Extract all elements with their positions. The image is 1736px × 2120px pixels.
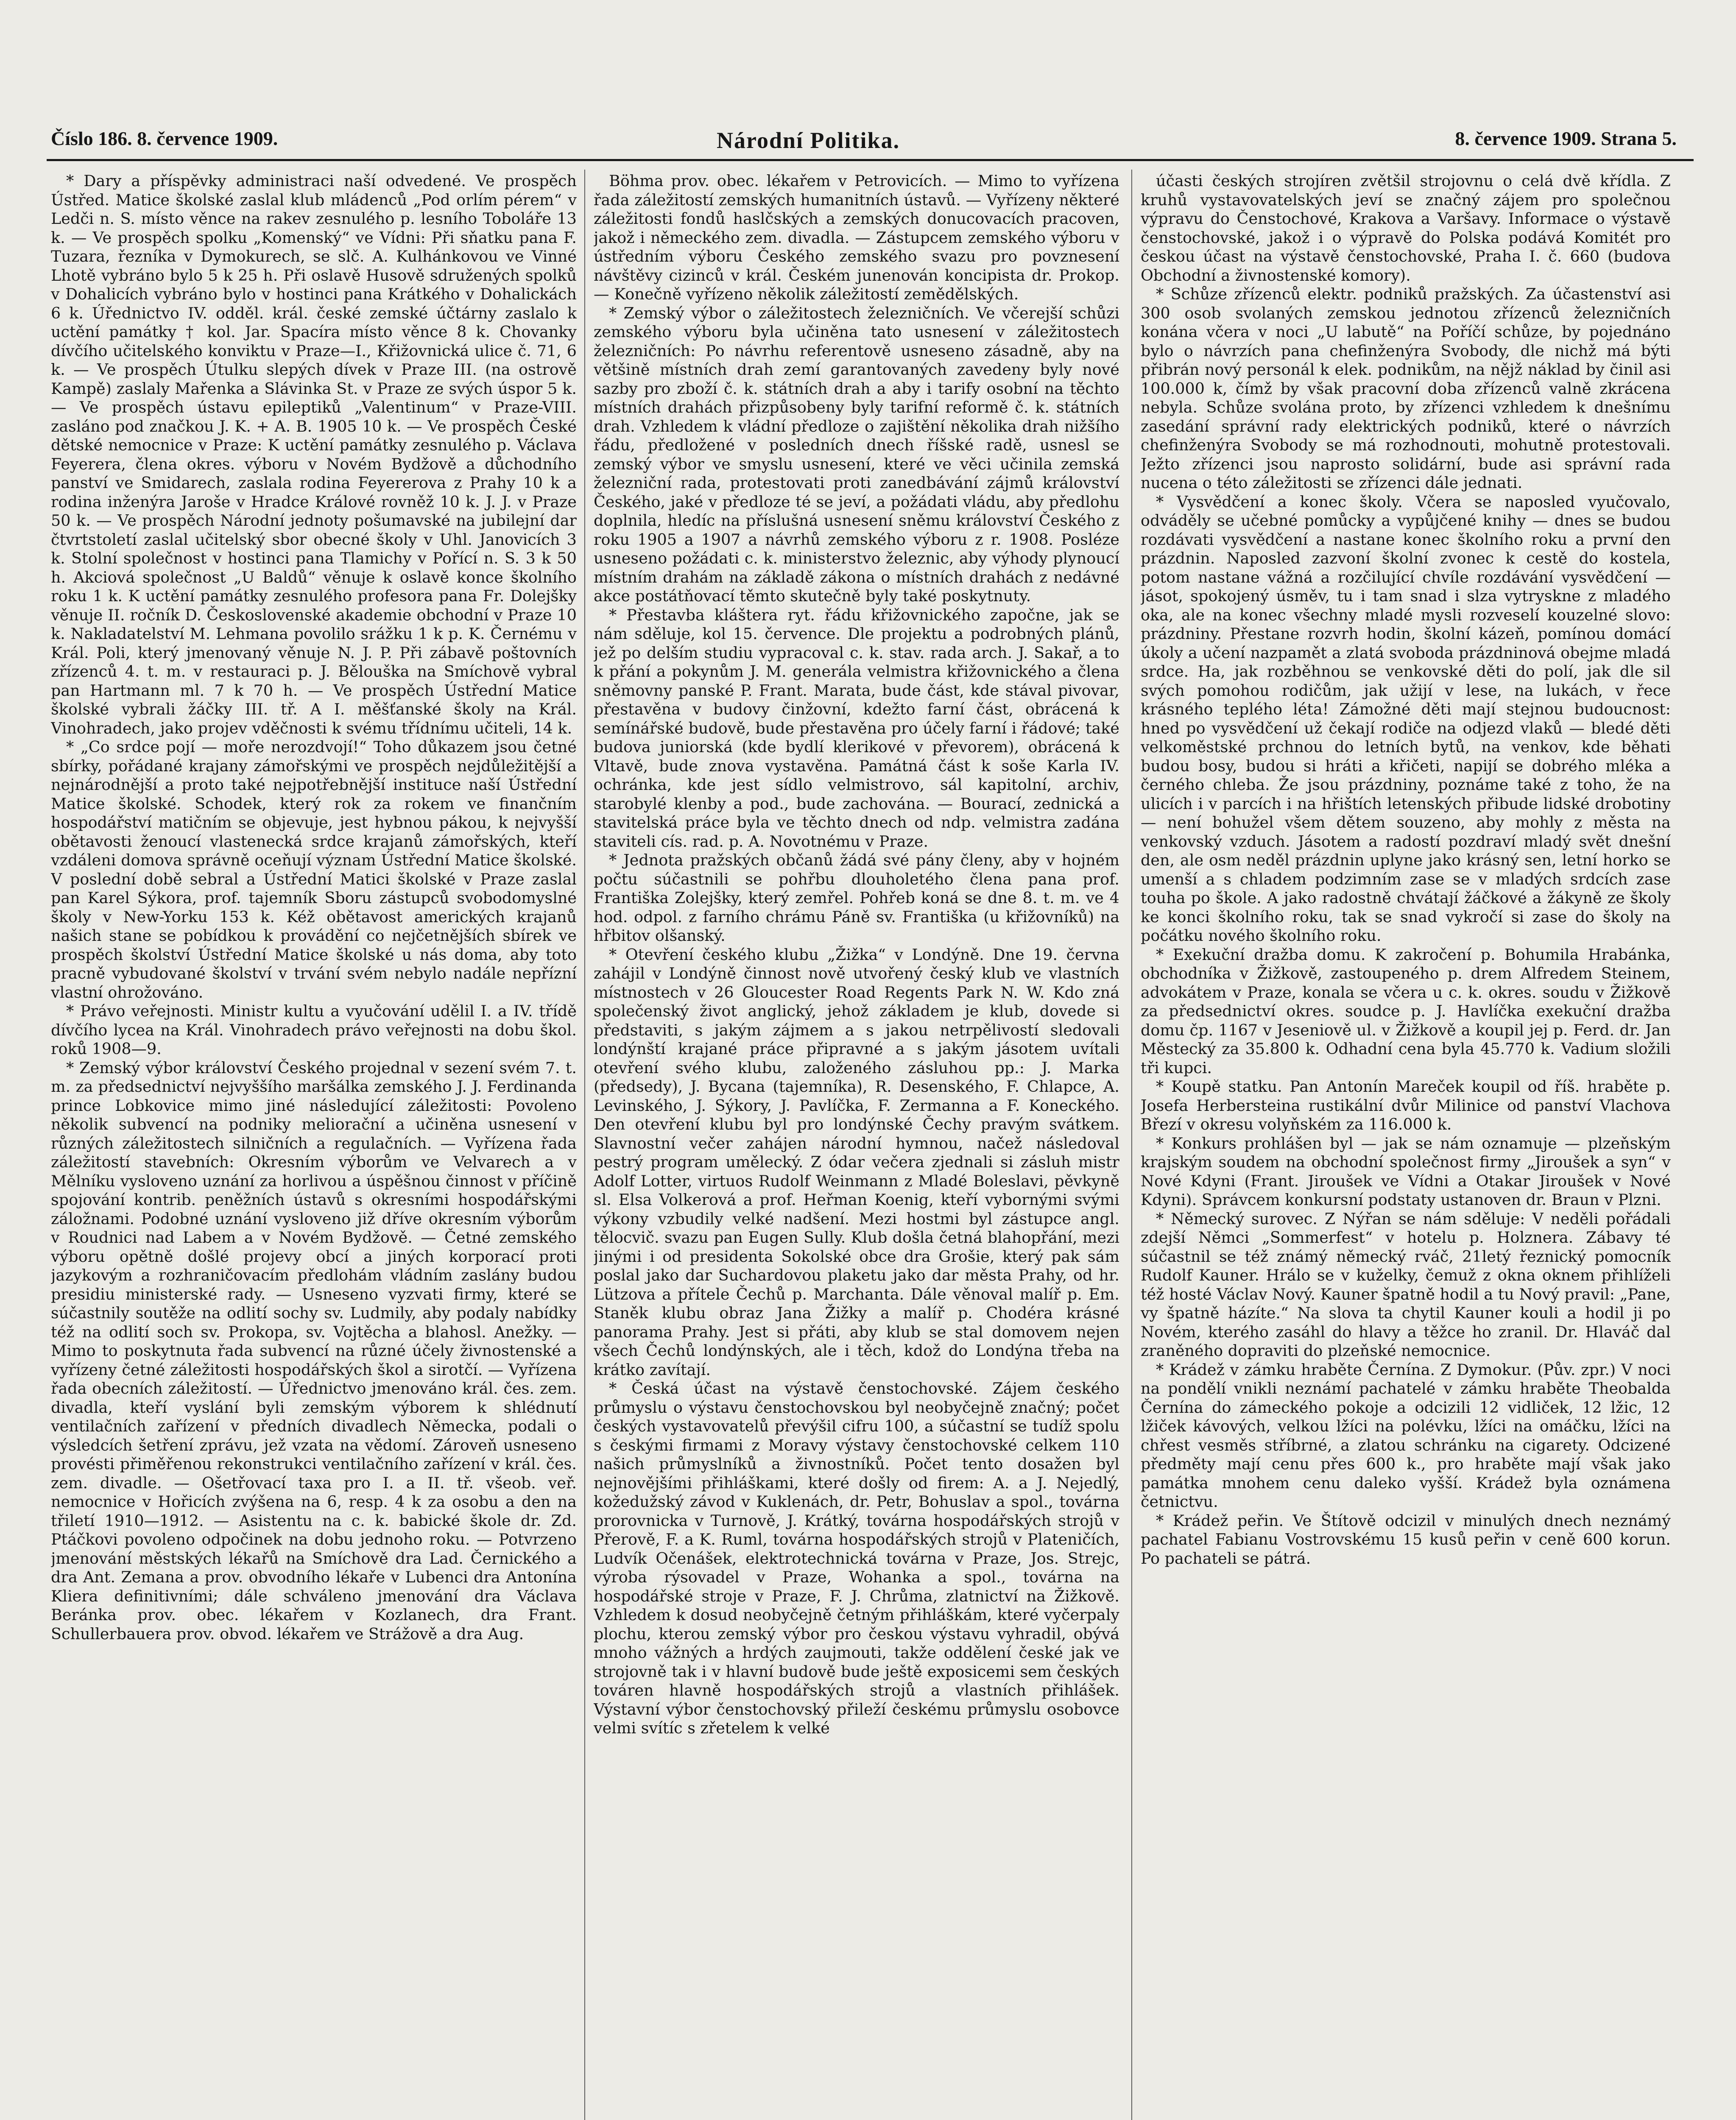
article-paragraph: * Zemský výbor o záležitostech železničních. Ve včerejší schůzi zemského výboru byla učiněna tato usnesení v záležitostech železničních: Po návrhu referentově usneseno zásadně, aby na většině místních drah zemí garantovaných zavedeny byly nové sazby pro zboží č. k. státních drah a aby i tarify osobní na těchto místních drahách přizpůsobeny byly tarifní reformě č. k. státních drah. Vzhledem k vládní předloze o zajištění několika drah nižšího řádu, předložené v posledních dnech říšské radě, usnesl se zemský výbor ve smyslu usnesení, které ve věci učinila zemská železniční rada, protestovati proti zanedbávání zájmů království Českého, jaké v předloze té se jeví, a požádati vládu, aby předlohu doplnila, hledíc na příslušná usnesení sněmu království Českého z roku 1905 a 1907 a návrhů zemského výboru z r. 1908. Posléze usneseno požádati c. k. ministerstvo železnic, aby výhody plynoucí místním drahám na základě zákona o místních drahách z nedávné akce postátňovací těmto skutečně byly také poskytnuty. bbox=[594, 304, 1119, 605]
article-paragraph: * Otevření českého klubu „Žižka“ v Londýně. Dne 19. června zahájil v Londýně činnost nově utvořený český klub ve vlastních místnostech v 26 Gloucester Road Regents Park N. W. Kdo zná společenský život anglický, jehož základem je klub, dovede si představiti, s jakým zájmem a s jakou netrpělivostí sledovali londýnští krajané práce připravné a s jakým jásotem uvítali otevření svého klubu, založeného zásluhou pp.: J. Marka (předsedy), J. Bycana (tajemníka), R. Desenského, F. Chlapce, A. Levinského, J. Sýkory, J. Pavlíčka, F. Zermanna a F. Koneckého. Den otevření klubu byl pro londýnské Čechy pravým svátkem. Slavnostní večer zahájen národní hymnou, načež následoval pestrý program umělecký. Z ódar večera zjednali si zásluh mistr Adolf Lotter, virtuos Rudolf Weinmann z Mladé Boleslavi, pěvkyně sl. Elsa Volkerová a prof. Heřman Koenig, kteří vybornými svými výkony vzbudily velké nadšení. Mezi hostmi byl zástupce angl. tělocvič. svazu pan Eugen Sully. Klub došla četná blahopřání, mezi jinými i od presidenta Sokolské obce dra Grošie, který pak sám poslal jako dar Suchardovou plaketu jako dar města Prahy, od hr. Lützova a přítele Čechů p. Marchanta. Dále věnoval malíř p. Em. Staněk klubu obraz Jana Žižky a malíř p. Chodéra krásné panorama Prahy. Jest si přáti, aby klub se stal domovem nejen všech Čechů londýnských, ale i těch, kdož do Londýna třeba na krátko zavítají. bbox=[594, 945, 1119, 1379]
article-paragraph: * Krádež v zámku hraběte Černína. Z Dymokur. (Pův. zpr.) V noci na pondělí vnikli neznámí pachatelé v zámku hraběte Theobalda Černína do zámeckého pokoje a odcizili 12 vidliček, 12 lžic, 12 lžiček kávových, velkou lžíci na polévku, lžíci na omáčku, lžíci na chřest vesměs stříbrné, a zlatou schránku na cigarety. Odcizené předměty mají cenu přes 600 k., pro hraběte mají však jako památka mnohem cenu daleko vyšší. Krádež byla oznámena četnictvu. bbox=[1141, 1360, 1671, 1511]
column-divider bbox=[1131, 170, 1132, 2120]
text-column-2 bbox=[594, 172, 1119, 2120]
column-divider bbox=[584, 170, 585, 2120]
article-paragraph: * Dary a příspěvky administraci naší odvedené. Ve prospěch Ústřed. Matice školské zaslal klub mládenců „Pod orlím pérem“ v Ledči n. S. místo věnce na rakev zesnulého p. lesního Toboláře 13 k. — Ve prospěch spolku „Komenský“ ve Vídni: Při sňatku pana F. Tuzara, řezníka v Dymokurech, se slč. A. Kulhánkovou ve Vinné Lhotě vybráno bylo 5 k 25 h. Při oslavě Husově sdružených spolků v Dohalicích vybráno bylo v hostinci pana Krátkého v Dohalickách 6 k. Úřednictvo IV. odděl. král. české zemské účtárny zaslalo k uctění památky † kol. Jar. Spacíra místo věnce 8 k. Chovanky dívčího učitelského konviktu v Praze—I., Křižovnická ulice č. 71, 6 k. — Ve prospěch Útulku slepých dívek v Praze III. (na ostrově Kampě) zaslaly Mařenka a Slávinka St. v Praze ze svých úspor 5 k. — Ve prospěch ústavu epileptiků „Valentinum“ v Praze-VIII. zasláno pod značkou J. K. + A. B. 1905 10 k. — Ve prospěch České dětské nemocnice v Praze: K uctění památky zesnulého p. Václava Feyerera, člena okres. výboru v Novém Bydžově a důchodního panství ve Smidarech, zaslala rodina Feyererova z Prahy 10 k a rodina inženýra Jaroše v Hradce Králové rovněž 10 k. J. J. v Praze 50 k. — Ve prospěch Národní jednoty pošumavské na jubilejní dar čtvrtstoletí zaslal učitelský sbor obecné školy v Uhl. Janovicích 3 k. Stolní společnost v hostinci pana Tlamichy v Pořící n. S. 3 k 50 h. Akciová společnost „U Baldů“ věnuje k oslavě konce školního roku 1 k. K uctění památky zesnulého profesora pana Fr. Dolejšky věnuje II. ročník D. Československé akademie obchodní v Praze 10 k. Nakladatelství M. Lehmana povolilo srážku 1 k p. K. Černému v Král. Poli, který jmenovaný věnuje N. J. P. Při zábavě poštovních zřízenců 4. t. m. v restauraci p. J. Bělouška na Smíchově vybral pan Hartmann ml. 7 k 70 h. — Ve prospěch Ústřední Matice školské vybrali žáčky III. tř. A I. měšťanské školy na Král. Vinohradech, jako projev vděčnosti k svému třídnímu učiteli, 14 k. bbox=[51, 172, 577, 737]
article-paragraph: * Exekuční dražba domu. K zakročení p. Bohumila Hrabánka, obchodníka v Žižkově, zastoupeného p. drem Alfredem Steinem, advokátem v Praze, konala se včera u c. k. okres. soudu v Žižkově za předsednictví okres. soudce p. J. Havlíčka exekuční dražba domu čp. 1167 v Jeseniově ul. v Žižkově a koupil jej p. Ferd. dr. Jan Městecký za 35.800 k. Odhadní cena byla 45.770 k. Vadium složili tři kupci. bbox=[1141, 945, 1671, 1077]
article-paragraph: * Přestavba kláštera ryt. řádu křižovnického započne, jak se nám sděluje, kol 15. července. Dle projektu a podrobných plánů, jež po delším studiu vypracoval c. k. stav. rada arch. J. Sakař, a to k přání a pokynům J. M. generála velmistra křižovnického a člena sněmovny panské P. Frant. Marata, bude část, kde stával pivovar, přestavěna v budovy činžovní, kdežto farní část, obrácená k semínářské budově, bude přestavěna pro účely farní i řádové; také budova juniorská (kde bydlí klerikové v převorem), obrácená k Vltavě, bude znova vystavěna. Památná část k soše Karla IV. ochránka, kde jest sídlo velmistrovo, sál kapitolní, archiv, starobylé klenby a pod., bude zachována. — Bourací, zednická a stavitelská práce byla ve těchto dnech od ndp. velmistra zadána staviteli cís. rad. p. A. Novotnému v Praze. bbox=[594, 605, 1119, 851]
header-rule bbox=[47, 159, 1694, 161]
issue-number-date: Číslo 186. 8. července 1909. bbox=[51, 128, 278, 149]
text-column-1 bbox=[51, 172, 577, 2120]
article-paragraph: * „Co srdce pojí — moře nerozdvojí!“ Toho důkazem jsou četné sbírky, pořádané krajany zámořskými ve prospěch nejdůležitější a nejnárodnější a proto také nejpotřebnější instituce naší Ústřední Matice školské. Schodek, který rok za rokem ve finančním hospodářství matičním se objevuje, jest hybnou pákou, k nejvyšší obětavosti ženoucí vlastenecká srdce krajanů zámořských, kteří vzdáleni domova správně oceňují význam Ústřední Matice školské. V poslední době sebral a Ústřední Matici školské v Praze zaslal pan Karel Sýkora, prof. tajemník Sboru zástupců svobodomyslné školy v New-Yorku 153 k. Kéž obětavost amerických krajanů našich stane se pobídkou k provádění co nejčetnějších sbírek ve prospěch školství Ústřední Matice školské u nás doma, aby toto pracně vybudované školství v trvání svém nebylo nadále nepřízní vlastní ohrožováno. bbox=[51, 738, 577, 1001]
article-paragraph: * Zemský výbor království Českého projednal v sezení svém 7. t. m. za předsednictví nejvyššího maršálka zemského J. J. Ferdinanda prince Lobkovice mimo jiné následující záležitosti: Povoleno několik subvencí na podniky meliorační a učiněna usnesení v různých záležitostech silničních a regulačních. — Vyřízena řada záležitostí stavebních: Okresním výborům ve Velvarech a v Mělníku vysloveno uznání za horlivou a úspěšnou činnost v příčině spojování kontrib. peněžních ústavů s okresními hospodářskými záložnami. Podobné uznání vysloveno již dříve okresním výborům v Roudnici nad Labem a v Novém Bydžově. — Četné zemského výboru opětně došlé projevy obcí a jiných korporací proti jazykovým a rozhraničovacím předlohám vládním zaslány budou presidiu ministerské rady. — Usneseno vyzvati firmy, které se súčastnily soutěže na odlití sochy sv. Ludmily, aby podaly nabídky též na odlití soch sv. Prokopa, sv. Vojtěcha a blahosl. Anežky. — Mimo to poskytnuta řada subvencí na různé účely živnostenské a vyřízeny četné záležitosti hospodářských škol a sirotčí. — Vyřízena řada obecních záležitostí. — Úřednictvo jmenováno král. čes. zem. divadla, kteří vyslání byli zemským výborem k shlédnutí ventilačních zařízení v předních divadlech Německa, podali o výsledcích šetření zprávu, jež vzata na vědomí. Zároveň usneseno provésti přiměřenou rekonstrukci ventilačního zařízení v král. čes. zem. divadle. — Ošetřovací taxa pro I. a II. tř. všeob. veř. nemocnice v Hořicích zvýšena na 6, resp. 4 k za osobu a den na třiletí 1910—1912. — Asistentu na c. k. babické škole dr. Zd. Ptáčkovi povoleno odpočinek na dobu jednoho roku. — Potvrzeno jmenování městských lékařů na Smíchově dra Lad. Černického a dra Ant. Zemana a prov. obvodního lékaře v Lubenci dra Antonína Kliera definitivními; dále schváleno jmenování dra Václava Beránka prov. obec. lékařem v Kozlanech, dra Frant. Schullerbauera prov. obvod. lékařem ve Strážově a dra Aug. bbox=[51, 1058, 577, 1643]
article-paragraph: * Konkurs prohlášen byl — jak se nám oznamuje — plzeňským krajským soudem na obchodní společnost firmy „Jiroušek a syn“ v Nové Kdyni (Frant. Jiroušek ve Vídni a Otakar Jiroušek v Nové Kdyni). Správcem konkursní podstaty ustanoven dr. Braun v Plzni. bbox=[1141, 1134, 1671, 1209]
page-header bbox=[0, 127, 1736, 157]
article-paragraph: * Krádež peřin. Ve Štítově odcizil v minulých dnech neznámý pachatel Fabianu Vostrovskému 15 kusů peřin v ceně 600 korun. Po pachateli se pátrá. bbox=[1141, 1511, 1671, 1568]
text-column-3 bbox=[1141, 172, 1671, 2120]
article-paragraph: * Vysvědčení a konec školy. Včera se naposled vyučovalo, odváděly se učebné pomůcky a vypůjčené knihy — dnes se budou rozdávati vysvědčení a nastane konec školního roku a první den prázdnin. Naposled zazvoní školní zvonec k cestě do kostela, potom nastane vážná a rozčilující chvíle rozdávání vysvědčení — jásot, spokojený úsměv, tu i tam snad i slza vytryskne z mladého oka, ale na konec všechny mladé mysli rozveselí kouzelné slovo: prázdniny. Přestane rozvrh hodin, školní kázeň, pomínou domácí úkoly a učení nazpamět a zlatá svoboda prázdninová obejme mladá srdce. Ha, jak rozběhnou se venkovské děti do polí, jak dle sil svých pomohou rodičům, jak užijí v lese, na lukách, v řece krásného teplého léta! Zámožné děti mají stejnou budoucnost: hned po vysvědčení už čekají rodiče na odjezd vlaků — bledé děti velkoměstské prchnou do letních bytů, na venkov, kde běhati budou bosy, budou si hráti a křičeti, napijí se dobrého mléka a černého chleba. Že jsou prázdniny, poznáme také z toho, že na ulicích i v parcích i na hřištích letenských přibude lidské drobotiny — není bohužel všem dětem souzeno, aby mohly z města na venkovský vzduch. Jásotem a radostí pozdraví mladý svět dnešní den, ale osm neděl prázdnin uplyne jako krásný sen, letní horko se umenší a s chladem podzimním zase se v mladých srdcích zase touha po škole. A jako radostně chvátají žáčkové a žákyně ze školy ke konci školního roku, tak se snad vykročí si zase do školy na počátku nového školního roku. bbox=[1141, 492, 1671, 945]
article-paragraph: účasti českých strojíren zvětšil strojovnu o celá dvě křídla. Z kruhů vystavovatelských jeví se značný zájem pro společnou výpravu do Čenstochové, Krakova a Varšavy. Informace o výstavě čenstochovské, jakož i o výpravě do Polska podává Komitét pro českou účast na výstavě čenstochovské, Praha I. č. 660 (budova Obchodní a živnostenské komory). bbox=[1141, 172, 1671, 285]
article-paragraph: * Schůze zřízenců elektr. podniků pražských. Za účastenství asi 300 osob svolaných zemskou jednotou zřízenců železničních konána včera v noci „U labutě“ na Poříčí schůze, by pojednáno bylo o návrzích pana chefinženýra Svobody, dle nichž má býti přibrán nový personál k elek. podnikům, na nějž náklad by činil asi 100.000 k, čímž by však pracovní doba zřízenců valně zkrácena nebyla. Schůze svolána proto, by zřízenci vzhledem k dnešnímu zasedání správní rady elektrických podniků, které o návrzích chefinženýra Svobody se má rozhodnouti, mohutně protestovali. Ježto zřízenci jsou naprosto solidární, bude asi správní rada nucena o této záležitosti se zřízenci dále jednati. bbox=[1141, 285, 1671, 492]
article-paragraph: Böhma prov. obec. lékařem v Petrovicích. — Mimo to vyřízena řada záležitostí zemských humanitních ústavů. — Vyřízeny některé záležitosti fondů haslčských a zemských donucovacích pracoven, jakož i německého zem. divadla. — Zástupcem zemského výboru v ústředním výboru Českého zemského svazu pro povznesení návštěvy cizinců v král. Českém junenován koncipista dr. Prokop. — Konečně vyřízeno několik záležitostí zemědělských. bbox=[594, 172, 1119, 303]
date-page-number: 8. července 1909. Strana 5. bbox=[1455, 128, 1677, 149]
article-paragraph: * Právo veřejnosti. Ministr kultu a vyučování udělil I. a IV. třídě dívčího lycea na Král. Vinohradech právo veřejnosti na dobu škol. roků 1908—9. bbox=[51, 1002, 577, 1058]
article-paragraph: * Koupě statku. Pan Antonín Mareček koupil od říš. hraběte p. Josefa Herbersteina rustikální dvůr Milinice od panství Vlachova Březí v okresu volyňském za 116.000 k. bbox=[1141, 1077, 1671, 1133]
article-paragraph: * Česká účast na výstavě čenstochovské. Zájem českého průmyslu o výstavu čenstochovskou byl neobyčejně značný; počet českých vystavovatelů převýšil cifru 100, a súčastní se tudíž spolu s českými firmami z Moravy výstavy čenstochovské celkem 110 našich průmyslníků a živnostníků. Počet tento dosažen byl nejnovějšími přihláškami, které došly od firem: A. a J. Nejedlý, kožedužský závod v Kuklenách, dr. Petr, Bohuslav a spol., továrna prorovnicka v Turnově, J. Krátký, továrna hospodářských strojů v Přerově, F. a K. Ruml, továrna hospodářských strojů v Plateničích, Ludvík Očenášek, elektrotechnická továrna v Praze, Jos. Strejc, výroba rýsovadel v Praze, Wohanka a spol., továrna na hospodářské stroje v Praze, F. J. Chrůma, zlatnictví na Žižkově. Vzhledem k dosud neobyčejně četným přihláškám, které vyčerpaly plochu, kterou zemský výbor pro českou výstavu vyhradil, obývá mnoho vážných a hrdých zaujmouti, takže oddělení české jak ve strojovně tak i v hlavní budově bude ještě exposicemi sem českých továren hlavně hospodářských strojů a vlastních přihlášek. Výstavní výbor čenstochovský přileží českému průmyslu osobovce velmi svítíc s zřetelem k velké bbox=[594, 1379, 1119, 1737]
article-paragraph: * Jednota pražských občanů žádá své pány členy, aby v hojném počtu súčastnili se pohřbu dlouholetého člena pana prof. Františka Zolejšky, který zemřel. Pohřeb koná se dne 8. t. m. ve 4 hod. odpol. z farního chrámu Páně sv. Františka (u křižovníků) na hřbitov olšanský. bbox=[594, 851, 1119, 945]
newspaper-title: Národní Politika. bbox=[717, 128, 900, 153]
article-paragraph: * Německý surovec. Z Nýřan se nám sděluje: V neděli pořádali zdejší Němci „Sommerfest“ v hotelu p. Holznera. Zábavy té súčastnil se též známý německý rváč, 21letý řeznický pomocník Rudolf Kauner. Hrálo se v kuželky, čemuž z okna oknem přihlíželi též hosté Václav Nový. Kauner špatně hodil a tu Nový pravil: „Pane, vy špatně házíte.“ Na slova ta chytil Kauner kouli a hodil ji po Novém, kterého zasáhl do hlavy a těžce ho zranil. Dr. Hlaváč dal zraněného dopraviti do plzeňské nemocnice. bbox=[1141, 1209, 1671, 1360]
